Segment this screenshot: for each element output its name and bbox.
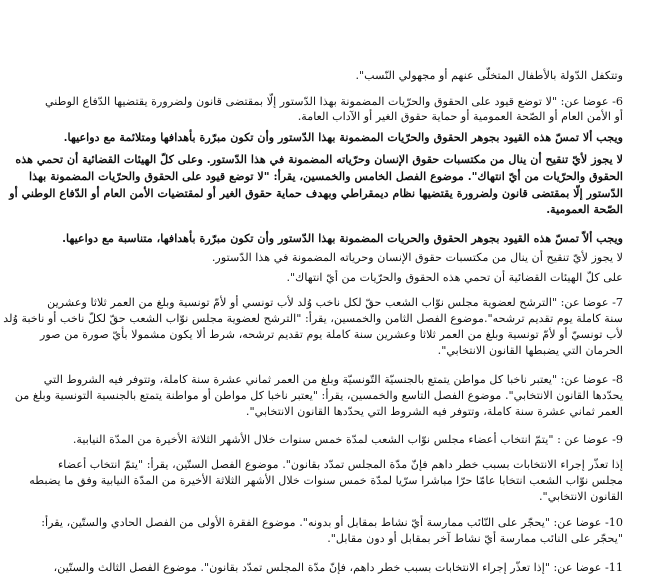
text-line: القانون الانتخابي". <box>539 490 623 503</box>
text-line: الدّستور إلّا بمقتضى قانون ولضرورة يقتضيها نظام ديمقراطي وبهدف حماية حقوق الغير أو لمقتضيات الأمن العام أو الدّفاع الوطني أو <box>9 186 623 200</box>
text-line: الحرمان التي يضبطها القانون الانتخابي". <box>437 344 623 357</box>
text-line: "يحجّر على النائب ممارسة أيّ نشاط آخر بمقابل أو دون مقابل". <box>327 532 623 545</box>
text-line: ويجب ألا تمسّ هذه القيود بجوهر الحقوق والحرّيات المضمونة بهذا الدّستور وأن تكون مبرّرة بأهدافها ومتلائمة مع دواعيها. <box>63 130 623 144</box>
text-line: الحقوق والحرّيات من أيّ انتهاك". موضوع الفصل الخامس والخمسين، يقرأ: "لا توضع قيود على الحقوق والحرّيات المضمونة بهذا <box>29 169 623 183</box>
text-line-intro: وتتكفل الدّولة بالأطفال المتخلّى عنهم أو مجهولي النّسب". <box>355 69 623 82</box>
text-line-item-9: 9- عوضا عن : "يتمّ انتخاب أعضاء مجلس نوّاب الشعب لمدّة خمس سنوات خلال الأشهر الثلاثة الأخيرة من المدّة النيابية. <box>72 433 623 446</box>
text-line-item-11: 11- عوضا عن: "إذا تعذّر إجراء الانتخابات بسبب خطر داهم، فإنّ مدّة المجلس تمدّد بقانون". موضوع الفصل الثالث والستّين، <box>53 561 623 574</box>
text-line-item-8: 8- عوضا عن: "يعتبر ناخبا كل مواطن يتمتع بالجنسيّة التّونسيّة وبلغ من العمر ثماني عشرة سنة كاملة، وتتوفر فيه الشروط التي <box>43 373 623 386</box>
text-line: لأب تونسيّ أو لأمّ تونسية وبلغ من العمر ثلاثا وعشرين سنة كاملة يوم تقديم ترشحه، شرط ألا يكون مشمولا بأيّ صورة من صور <box>39 328 623 341</box>
text-line: أو الأمن العام أو الصّحة العمومية أو حماية حقوق الغير أو الآداب العامة. <box>297 110 623 123</box>
text-line-item-6: 6- عوضا عن: "لا توضع قيود على الحقوق والحرّيات المضمونة بهذا الدّستور إلّا بمقتضى قانون ولضرورة يقتضيها الدّفاع الوطني <box>44 95 623 108</box>
text-line: يحدّدها القانون الانتخابي". موضوع الفصل التاسع والخمسين، يقرأ: "يعتبر ناخبا كل مواطن أو مواطنة يتمتع بالجنسية التونسية وبلغ من <box>14 389 623 402</box>
text-line: لا يجوز لأيّ تنقيح أن ينال من مكتسبات حقوق الإنسان وحرّياته المضمونة في هذا الدّستور. وعلى كلّ الهيئات القضائية أن تحمي هذه <box>15 152 623 166</box>
text-line: إذا تعذّر إجراء الانتخابات بسبب خطر داهم فإنّ مدّة المجلس تمدّد بقانون". موضوع الفصل الستّين، يقرأ: "يتمّ انتخاب أعضاء <box>58 458 623 471</box>
text-line: ويجب ألاّ تمسّ هذه القيود بجوهر الحقوق والحريات المضمونة بهذا الدّستور وأن تكون مبرّرة بأهدافها، متناسبة مع دواعيها. <box>62 231 623 245</box>
text-line: مجلس نوّاب الشعب انتخابا عامّا حرّا مباشرا سرّيا لمدّة خمس سنوات خلال الأشهر الثلاثة الأخيرة من المدّة النيابية وفق ما يضبطه <box>29 474 623 487</box>
text-line-item-7: 7- عوضا عن: "الترشح لعضوية مجلس نوّاب الشعب حقّ لكل ناخب وُلد لأب تونسي أو لأمّ تونسية وبلغ من العمر ثلاثا وعشرين <box>47 296 623 309</box>
text-line-item-10: 10- عوضا عن: "يحجّر على النّائب ممارسة أيّ نشاط بمقابل أو بدونه". موضوع الفقرة الأولى من الفصل الحادي والستّين، يقرأ: <box>41 516 623 529</box>
text-line: الصّحة العمومية. <box>546 202 623 216</box>
text-line: العمر ثماني عشرة سنة كاملة، وتتوفر فيه الشروط التي يحدّدها القانون الانتخابي". <box>245 405 623 418</box>
text-line: لا يجوز لأيّ تنقيح أن ينال من مكتسبات حقوق الإنسان وحرياته المضمونة في هذا الدّستور. <box>211 251 623 264</box>
text-line: سنة كاملة يوم تقديم ترشحه".موضوع الفصل الثامن والخمسين، يقرأ: "الترشح لعضوية مجلس نوّاب الشعب حقّ لكلّ ناخب أو ناخبة وُلد <box>3 312 623 325</box>
text-line: على كلّ الهيئات القضائية أن تحمي هذه الحقوق والحرّيات من أيّ انتهاك". <box>286 271 623 284</box>
